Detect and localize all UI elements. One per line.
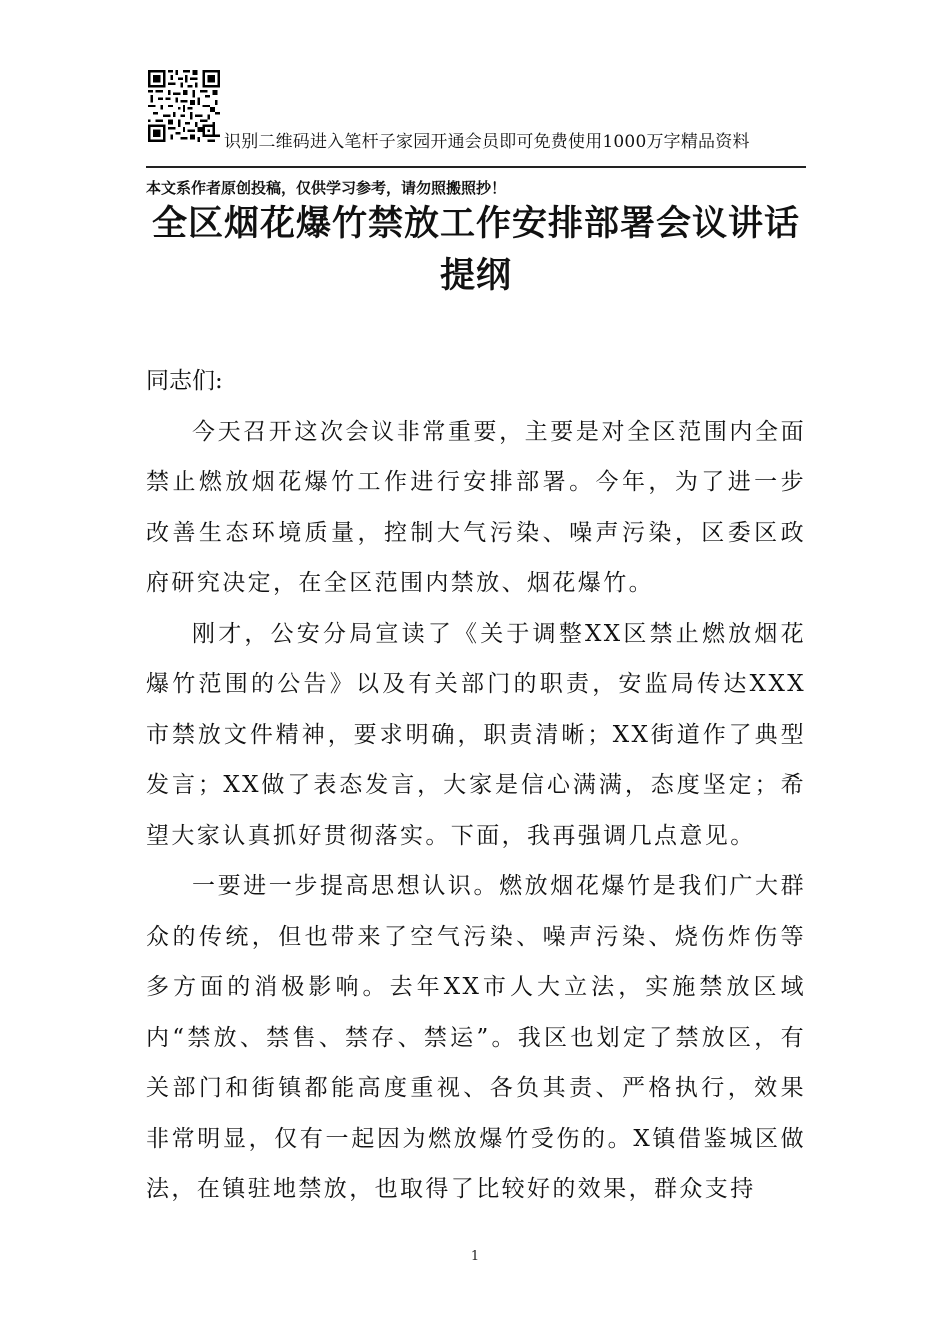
page-number: 1 [470,1249,480,1264]
copyright-notice: 本文系作者原创投稿，仅供学习参考，请勿照搬照抄！ [146,179,507,197]
title-line-2: 提纲 [439,255,512,296]
document-title [146,198,806,302]
paragraph-3: 一要进一步提高思想认识。燃放烟花爆竹是我们广大群众的传统，但也带来了空气污染、噪声污染、烧伤炸伤等多方面的消极影响。去年XX市人大立法，实施禁放区域内“禁放、禁售、禁存、禁运”。我区也划定了禁放区，有关部门和街镇都能高度重视、各负其责、严格执行，效果非常明显，仅有一起因为燃放爆竹受伤的。X镇借鉴城区做法，在镇驻地禁放，也取得了比较好的效果，群众支持 [146,873,806,1202]
title-line-1: 全区烟花爆竹禁放工作安排部署会议讲话 [151,203,800,244]
paragraph-1: 今天召开这次会议非常重要，主要是对全区范围内全面禁止燃放烟花爆竹工作进行安排部署。今年，为了进一步改善生态环境质量，控制大气污染、噪声污染，区委区政府研究决定，在全区范围内禁放、烟花爆竹。 [146,418,806,596]
paragraph-2: 刚才，公安分局宣读了《关于调整XX区禁止燃放烟花爆竹范围的公告》以及有关部门的职责，安监局传达XXX市禁放文件精神，要求明确，职责清晰；XX街道作了典型发言；XX做了表态发言，大家是信心满满，态度坚定；希望大家认真抓好贯彻落实。下面，我再强调几点意见。 [146,620,806,849]
document-header [146,68,806,168]
qr-code-icon [148,70,220,142]
document-body [146,356,806,1215]
qr-caption: 识别二维码进入笔杆子家园开通会员即可免费使用1000万字精品资料 [224,132,750,152]
salutation: 同志们: [146,368,223,394]
header-divider [146,166,806,168]
